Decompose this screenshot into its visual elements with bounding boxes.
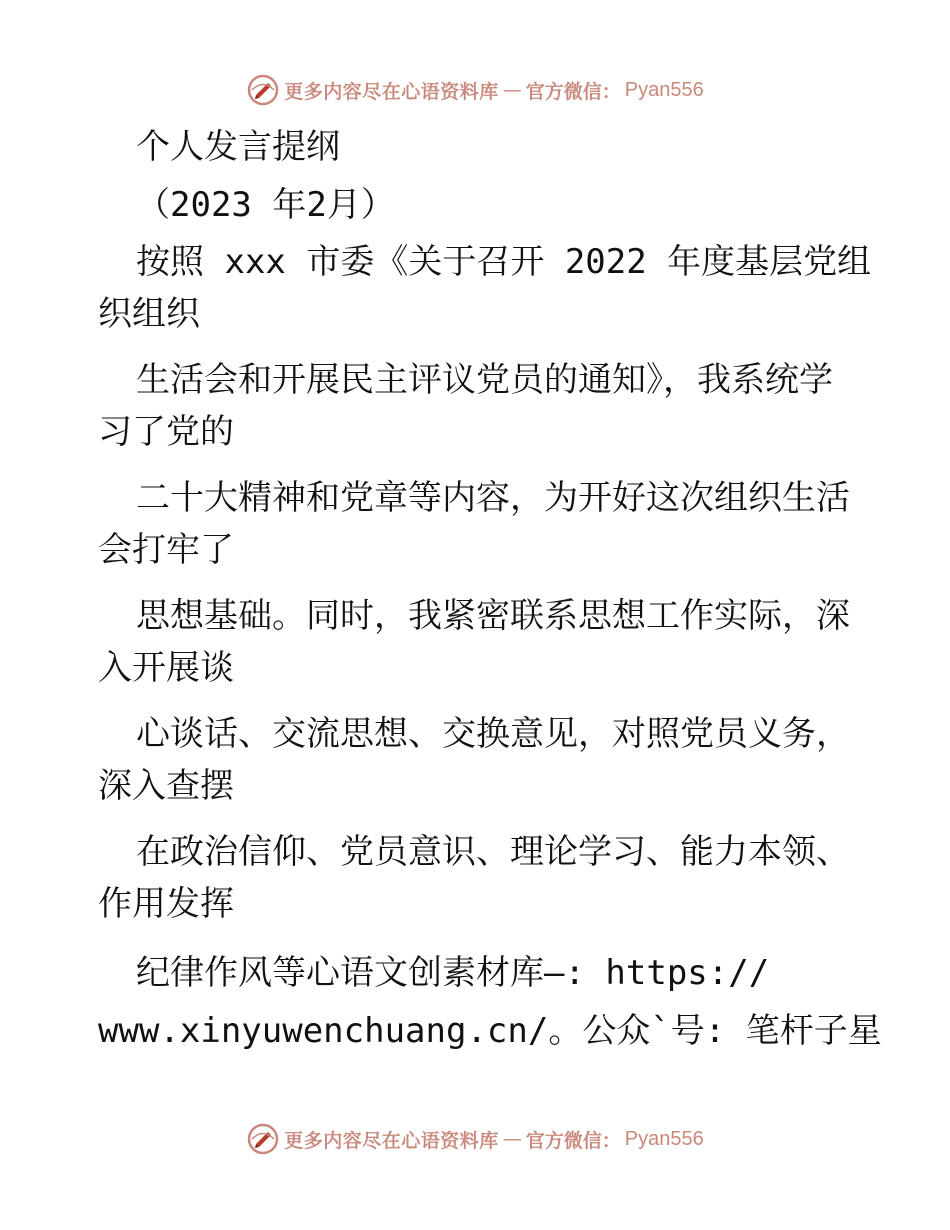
watermark-wechat-id: Pyan556 [624,78,704,101]
document-title: 个人发言提纲 [136,127,340,167]
pen-logo-icon [246,1122,280,1156]
paragraph-line: 生活会和开展民主评议党员的通知》，我系统学 [136,360,833,400]
watermark-separator: — [502,1128,522,1150]
paragraph-line-link: www.xinyuwenchuang.cn/。公众`号: 笔杆子星 [98,1011,882,1051]
paragraph-line: 入开展谈 [98,648,234,688]
watermark-site-text: 更多内容尽在心语资料库 [284,80,499,103]
paragraph-line: 作用发挥 [98,884,234,924]
watermark-wechat-label: 官方微信： [525,80,621,103]
paragraph-line: 织组织 [98,294,200,334]
paragraph-line: 按照 xxx 市委《关于召开 2022 年度基层党组 [136,242,872,282]
paragraph-line: 思想基础。同时，我紧密联系思想工作实际，深 [136,596,850,636]
paragraph-line: 会打牢了 [98,530,234,570]
paragraph-line: 在政治信仰、党员意识、理论学习、能力本领、 [136,832,850,872]
paragraph-line: 习了党的 [98,412,234,452]
paragraph-line: 纪律作风等心语文创素材库—: https:// [136,953,770,993]
pen-logo-icon [246,73,280,107]
paragraph-line: 二十大精神和党章等内容，为开好这次组织生活 [136,478,850,518]
paragraph-line: 深入查摆 [98,766,234,806]
document-date: （2023 年2月） [136,185,395,225]
paragraph-line: 心谈话、交流思想、交换意见，对照党员义务， [136,714,850,754]
watermark-footer [0,1119,950,1159]
document-body [98,118,882,1060]
watermark-wechat-label: 官方微信： [525,1129,621,1152]
watermark-header [0,70,950,110]
watermark-separator: — [502,79,522,101]
watermark-site-text: 更多内容尽在心语资料库 [284,1129,499,1152]
watermark-wechat-id: Pyan556 [624,1127,704,1150]
